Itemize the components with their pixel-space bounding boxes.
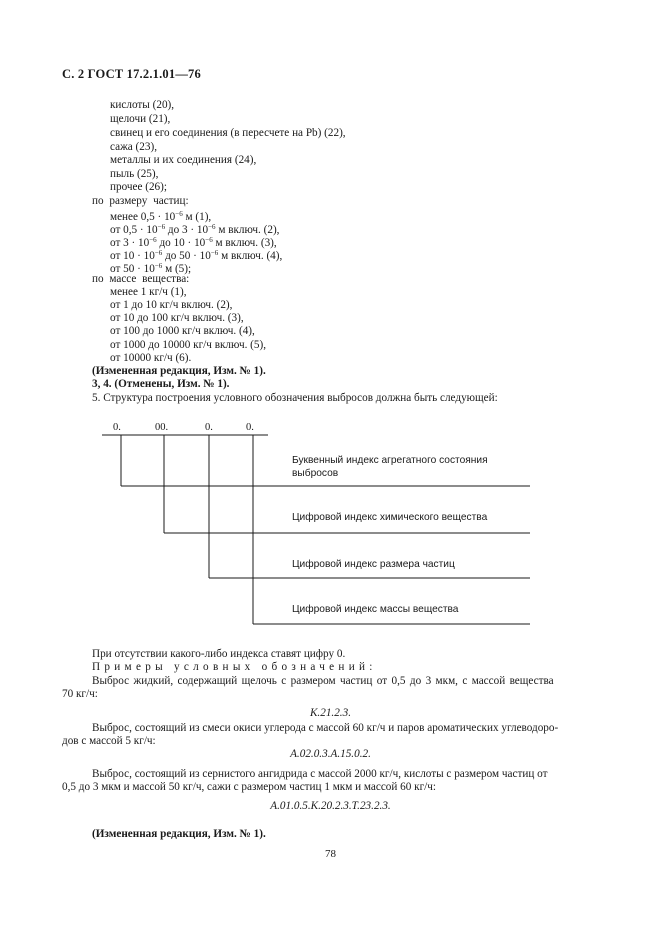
example-1-text-cont: 70 кг/ч: <box>62 688 98 700</box>
mass-item: от 100 до 1000 кг/ч включ. (4), <box>110 325 255 337</box>
example-2-code: А.02.0.3.А.15.0.2. <box>290 748 371 760</box>
cancelled-items: 3, 4. (Отменены, Изм. № 1). <box>92 378 230 390</box>
list-item: металлы и их соединения (24), <box>110 154 257 166</box>
list-item: пыль (25), <box>110 168 159 180</box>
label-chemical: Цифровой индекс химического вещества <box>292 512 488 523</box>
item-5: 5. Структура построения условного обозначения выбросов должна быть следующей: <box>92 392 498 404</box>
mass-item: от 1 до 10 кг/ч включ. (2), <box>110 299 233 311</box>
example-2-text-cont: дов с массой 5 кг/ч: <box>62 735 156 747</box>
list-item: щелочи (21), <box>110 113 171 125</box>
example-3-text: Выброс, состоящий из сернистого ангидрида с массой 2000 кг/ч, кислоты с размером частиц от <box>92 768 548 780</box>
code-mass: 0. <box>246 422 254 433</box>
label-aggregate: Буквенный индекс агрегатного состояния <box>292 455 488 466</box>
example-2-text: Выброс, состоящий из смеси окиси углерода с массой 60 кг/ч и паров ароматических углеводоро- <box>92 722 559 734</box>
absence-rule: При отсутствии какого-либо индекса ставят цифру 0. <box>92 648 346 660</box>
size-item: менее $0,5 \cdot 10^{-6}$ м (1), <box>110 210 212 223</box>
label-mass: Цифровой индекс массы вещества <box>292 604 459 615</box>
code-size: 0. <box>205 422 213 433</box>
mass-item: от 10000 кг/ч (6). <box>110 352 192 364</box>
example-3-code: А.01.0.5.К.20.2.3.Т.23.2.3. <box>270 800 391 812</box>
example-1-code: К.21.2.3. <box>310 707 351 719</box>
edit-note: (Измененная редакция, Изм. № 1). <box>92 365 266 377</box>
size-item: от $3 \cdot 10^{-6}$ до $10 \cdot 10^{-6}$ м включ. (3), <box>110 236 277 249</box>
mass-heading: по массе вещества: <box>92 273 190 285</box>
list-item: кислоты (20), <box>110 99 175 111</box>
mass-item: от 10 до 100 кг/ч включ. (3), <box>110 312 244 324</box>
code-aggregate: 0. <box>113 422 121 433</box>
label-aggregate-cont: выбросов <box>292 468 339 479</box>
size-heading: по размеру частиц: <box>92 195 189 207</box>
page-number: 78 <box>325 848 336 860</box>
page-header: С. 2 ГОСТ 17.2.1.01—76 <box>62 67 201 81</box>
size-item: от $0,5 \cdot 10^{-6}$ до $3 \cdot 10^{-6}$ м включ. (2), <box>110 223 280 236</box>
label-particle-size: Цифровой индекс размера частиц <box>292 559 455 570</box>
mass-item: менее 1 кг/ч (1), <box>110 286 187 298</box>
list-item: свинец и его соединения (в пересчете на Pb) (22), <box>110 127 346 139</box>
mass-item: от 1000 до 10000 кг/ч включ. (5), <box>110 339 267 351</box>
example-3-text-cont: 0,5 до 3 мкм и массой 50 кг/ч, сажи с размером частиц 1 мкм и массой 60 кг/ч: <box>62 781 437 793</box>
edit-note: (Измененная редакция, Изм. № 1). <box>92 828 266 840</box>
size-item: от $50 \cdot 10^{-6}$ м (5); <box>110 262 192 275</box>
list-item: сажа (23), <box>110 141 157 153</box>
size-item: от $10 \cdot 10^{-6}$ до $50 \cdot 10^{-6}$ м включ. (4), <box>110 249 283 262</box>
code-chemical: 00. <box>155 422 169 433</box>
list-item: прочее (26); <box>110 181 167 193</box>
examples-heading: Примеры условных обозначений: <box>92 661 377 673</box>
example-1-text: Выброс жидкий, содержащий щелочь с размером частиц от 0,5 до 3 мкм, с массой вещества <box>92 675 554 687</box>
